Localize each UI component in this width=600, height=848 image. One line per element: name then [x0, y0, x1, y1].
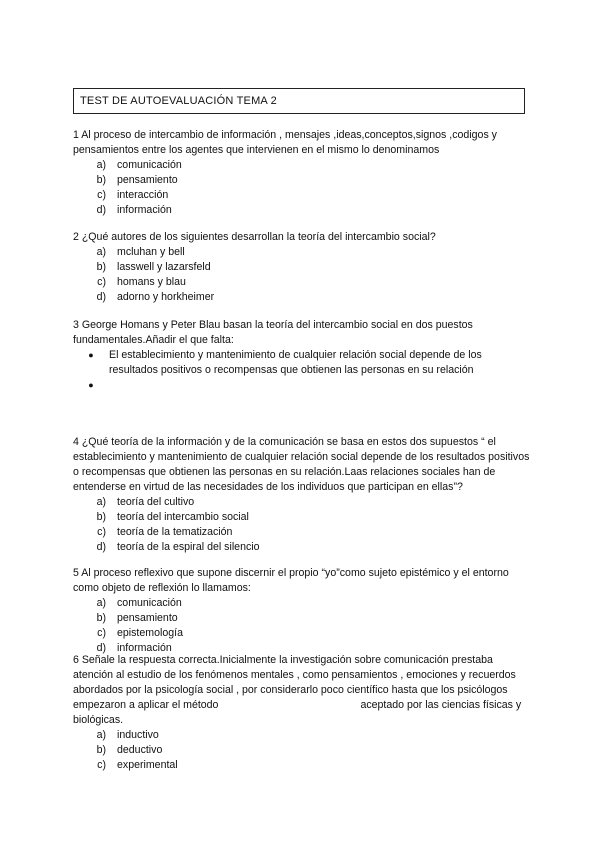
- option-item: a) comunicación: [96, 597, 182, 609]
- option-item: a) comunicación: [96, 159, 182, 171]
- options-list: [73, 596, 533, 656]
- option-item: b) teoría del intercambio social: [96, 511, 249, 523]
- question-text: 5 Al proceso reflexivo que supone discernir el propio “yo”como sujeto epistémico y el entorno como objeto de reflexión lo llamamos:: [73, 567, 509, 594]
- options-list: [73, 728, 533, 773]
- option-item: b) pensamiento: [96, 174, 178, 186]
- question-3: [73, 318, 533, 393]
- option-item: c) epistemología: [97, 627, 183, 639]
- option-item: c) homans y blau: [97, 276, 186, 288]
- option-item: b) lasswell y lazarsfeld: [96, 261, 211, 273]
- option-item: c) interacción: [97, 189, 169, 201]
- question-1: [73, 128, 533, 218]
- page-title: TEST DE AUTOEVALUACIÓN TEMA 2: [80, 95, 277, 107]
- question-2: [73, 230, 533, 305]
- option-item: a) mcluhan y bell: [96, 246, 185, 258]
- options-list: [73, 495, 533, 555]
- question-text: 4 ¿Qué teoría de la información y de la comunicación se basa en estos dos supuestos “ el establecimiento y mantenimiento de cualquier relación social depende de los resultados positivos o recompensas que obtienen las personas en su relación.Laas relaciones sociales han de entenderse en virtud de las necesidades de los individuos que participan en ellas”?: [73, 436, 530, 493]
- option-item: a) teoría del cultivo: [96, 496, 195, 508]
- bullet-item-empty: ●: [88, 380, 94, 390]
- option-item: a) inductivo: [96, 729, 159, 741]
- bullet-item: ● El establecimiento y mantenimiento de cualquier relación social depende de los resultados positivos o recompensas que obtienen las personas en su relación: [88, 349, 482, 376]
- option-item: b) pensamiento: [96, 612, 178, 624]
- option-item: d) información: [96, 642, 172, 654]
- option-item: d) adorno y horkheimer: [96, 291, 215, 303]
- option-item: d) información: [96, 204, 172, 216]
- question-text: 1 Al proceso de intercambio de información , mensajes ,ideas,conceptos,signos ,codigos y pensamientos entre los agentes que intervienen en el mismo lo denominamos: [73, 129, 497, 156]
- option-item: d) teoría de la espiral del silencio: [96, 541, 260, 553]
- options-list: [73, 245, 533, 305]
- option-item: c) experimental: [97, 759, 178, 771]
- question-text: 3 George Homans y Peter Blau basan la teoría del intercambio social en dos puestos fundamentales.Añadir el que falta:: [73, 319, 473, 346]
- title-box: [73, 88, 525, 114]
- question-5: [73, 566, 533, 656]
- option-item: b) deductivo: [96, 744, 163, 756]
- question-4: [73, 435, 533, 555]
- bullet-list: [73, 348, 533, 393]
- option-item: c) teoría de la tematización: [97, 526, 233, 538]
- options-list: [73, 158, 533, 218]
- question-text: 6 Señale la respuesta correcta.Inicialmente la investigación sobre comunicación prestaba atención al estudio de los fenómenos mentales , como pensamientos , emociones y recuerdos abordados por la psicología social , por considerarlo poco científico hasta que los psicólogos empezaron a aplicar el método aceptado por las ciencias físicas y biológicas.: [73, 654, 522, 726]
- question-6: [73, 653, 533, 773]
- question-text: 2 ¿Qué autores de los siguientes desarrollan la teoría del intercambio social?: [73, 231, 436, 243]
